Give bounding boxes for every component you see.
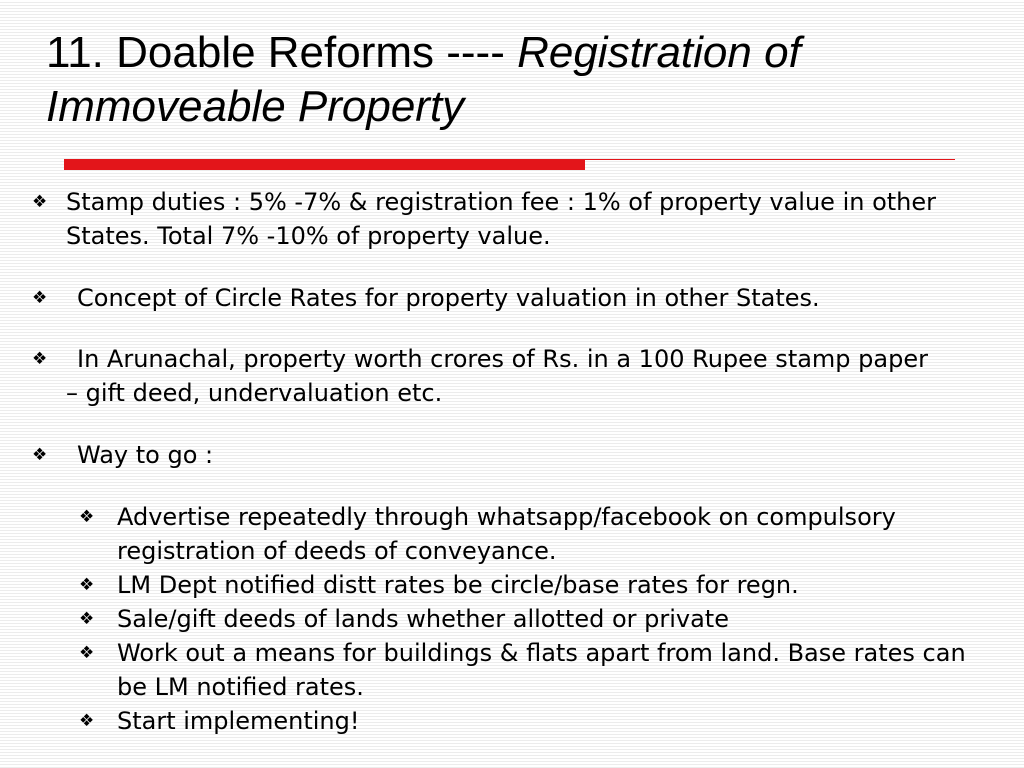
sub-bullet-point-text: Work out a means for buildings & flats apart from land. Base rates can be LM notified rates. — [117, 639, 966, 701]
bullet-point-text: Concept of Circle Rates for property valuation in other States. — [77, 284, 820, 312]
bullet-point-text: In Arunachal, property worth crores of Rs. in a 100 Rupee stamp paper – gift deed, undervaluation etc. — [66, 345, 928, 407]
slide-title-italic: Registration of Immoveable Property — [46, 28, 801, 131]
sub-bullet-point-text: Start implementing! — [117, 707, 360, 735]
sub-bullet-point-text: LM Dept notified distt rates be circle/base rates for regn. — [117, 571, 799, 599]
sub-bullet-point-text: Advertise repeatedly through whatsapp/facebook on compulsory registration of deeds of conveyance. — [117, 503, 896, 565]
diamond-bullet-icon: ❖ — [32, 192, 48, 212]
bullet-point — [32, 185, 946, 253]
bullet-point — [32, 438, 946, 472]
slide-title — [46, 26, 996, 134]
diamond-bullet-icon: ❖ — [32, 445, 48, 465]
title-underline-thick — [64, 159, 585, 170]
bullet-point — [32, 281, 946, 315]
sub-bullet-point-text: Sale/gift deeds of lands whether allotted or private — [117, 605, 729, 633]
title-underline-thin — [585, 159, 955, 160]
diamond-bullet-icon: ❖ — [79, 575, 95, 595]
diamond-bullet-icon: ❖ — [79, 711, 95, 731]
sub-bullet-point — [79, 602, 997, 636]
bullet-point — [32, 342, 946, 410]
diamond-bullet-icon: ❖ — [79, 643, 95, 663]
sub-bullet-point — [79, 500, 997, 568]
diamond-bullet-icon: ❖ — [79, 507, 95, 527]
diamond-bullet-icon: ❖ — [79, 609, 95, 629]
sub-bullet-point — [79, 636, 997, 704]
sub-bullet-point — [79, 568, 997, 602]
diamond-bullet-icon: ❖ — [32, 288, 48, 308]
diamond-bullet-icon: ❖ — [32, 349, 48, 369]
sub-bullet-point — [79, 704, 997, 738]
slide-title-plain: 11. Doable Reforms ---- — [46, 28, 518, 77]
bullet-point-text: Stamp duties : 5% -7% & registration fee : 1% of property value in other States. Total 7% -10% of property value. — [66, 188, 937, 250]
bullet-point-text: Way to go : — [77, 441, 214, 469]
